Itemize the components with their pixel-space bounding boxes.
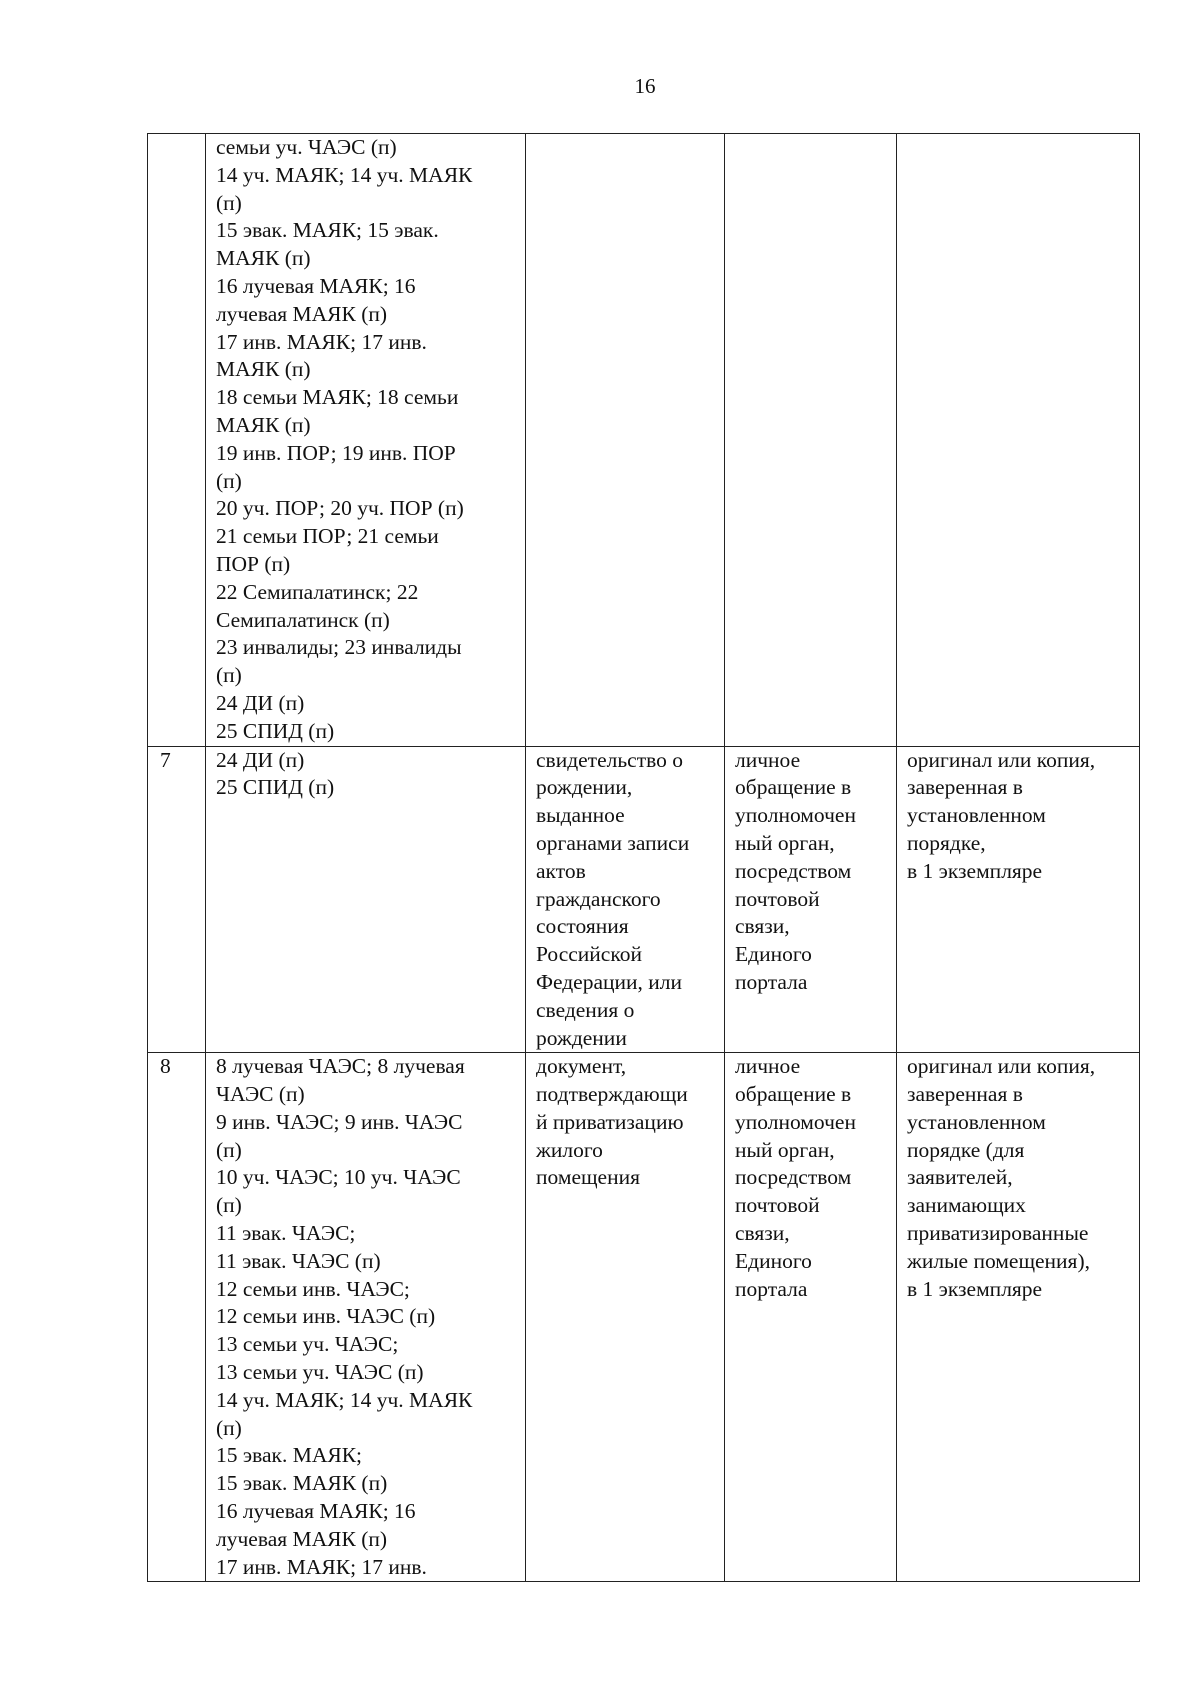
cell-text-line: 16 лучевая МАЯК; 16 xyxy=(216,273,416,298)
cell-text-line: 19 инв. ПОР; 19 инв. ПОР xyxy=(216,440,456,465)
cell-text-line: жилого xyxy=(536,1137,603,1162)
cell-text-line: 14 уч. МАЯК; 14 уч. МАЯК xyxy=(216,1387,473,1412)
cell-text-line: Федерации, или xyxy=(536,969,683,994)
cell-text-line: (п) xyxy=(216,663,242,688)
cell-text-line: 25 СПИД (п) xyxy=(216,775,335,800)
cell-text-line: 21 семьи ПОР; 21 семьи xyxy=(216,524,439,549)
cell-text-line: портала xyxy=(735,969,808,994)
row-number-cell xyxy=(148,1053,206,1582)
form-cell xyxy=(897,746,1140,1053)
cell-text-line: 11 эвак. ЧАЭС (п) xyxy=(216,1248,381,1273)
cell-text-line: (п) xyxy=(216,1415,242,1440)
cell-text-line: установленном xyxy=(907,1109,1046,1134)
cell-text-line: приватизированные xyxy=(907,1221,1089,1246)
table-row xyxy=(148,134,1140,747)
cell-text-line: актов xyxy=(536,858,586,883)
cell-text-line: 13 семьи уч. ЧАЭС; xyxy=(216,1332,399,1357)
cell-text-line: й приватизацию xyxy=(536,1109,684,1134)
cell-text-line: 14 уч. МАЯК; 14 уч. МАЯК xyxy=(216,162,473,187)
cell-text-line: выданное xyxy=(536,803,625,828)
cell-text-line: 25 СПИД (п) xyxy=(216,718,335,743)
cell-text-line: оригинал или копия, xyxy=(907,1054,1096,1079)
cell-text-line: документ, xyxy=(536,1054,627,1079)
cell-text-line: семьи уч. ЧАЭС (п) xyxy=(216,135,397,159)
row-number: 8 xyxy=(160,1054,171,1079)
cell-text-line: заверенная в xyxy=(907,775,1023,800)
cell-text-line: посредством xyxy=(735,1165,852,1190)
cell-text-line: почтовой xyxy=(735,886,820,911)
cell-text-line: 23 инвалиды; 23 инвалиды xyxy=(216,635,462,660)
cell-text-line: 11 эвак. ЧАЭС; xyxy=(216,1221,356,1246)
cell-text-line: 24 ДИ (п) xyxy=(216,690,305,715)
method-cell xyxy=(725,746,897,1053)
cell-text-line: 13 семьи уч. ЧАЭС (п) xyxy=(216,1360,424,1385)
method-cell xyxy=(725,134,897,747)
cell-text-line: в 1 экземпляре xyxy=(907,1276,1043,1301)
cell-text-line: свидетельство о xyxy=(536,747,683,772)
cell-text-line: уполномочен xyxy=(735,1109,856,1134)
cell-text-line: лучевая МАЯК (п) xyxy=(216,301,388,326)
table-row xyxy=(148,1053,1140,1582)
document-cell xyxy=(526,134,725,747)
cell-text-line: связи, xyxy=(735,914,790,939)
cell-text-line: Семипалатинск (п) xyxy=(216,607,390,632)
categories-cell xyxy=(206,1053,526,1582)
cell-text-line: рождении xyxy=(536,1025,627,1050)
cell-text-line: Единого xyxy=(735,1248,812,1273)
cell-text-line: 16 лучевая МАЯК; 16 xyxy=(216,1499,416,1524)
cell-text-line: 17 инв. МАЯК; 17 инв. xyxy=(216,329,427,354)
page-number: 16 xyxy=(634,74,656,98)
cell-text-line: порядке (для xyxy=(907,1137,1025,1162)
cell-text-line: 24 ДИ (п) xyxy=(216,747,305,772)
cell-text-line: ный орган, xyxy=(735,1137,835,1162)
cell-text-line: установленном xyxy=(907,803,1046,828)
cell-text-line: органами записи xyxy=(536,830,690,855)
row-number-cell xyxy=(148,134,206,747)
cell-text-line: личное xyxy=(735,747,801,772)
cell-text-line: занимающих xyxy=(907,1193,1026,1218)
cell-text-line: 22 Семипалатинск; 22 xyxy=(216,579,419,604)
cell-text-line: помещения xyxy=(536,1165,640,1190)
document-cell xyxy=(526,746,725,1053)
cell-text-line: оригинал или копия, xyxy=(907,747,1096,772)
cell-text-line: портала xyxy=(735,1276,808,1301)
categories-cell xyxy=(206,134,526,747)
cell-text-line: 17 инв. МАЯК; 17 инв. xyxy=(216,1554,427,1579)
cell-text-line: Российской xyxy=(536,942,642,967)
cell-text-line: 15 эвак. МАЯК (п) xyxy=(216,1471,388,1496)
cell-text-line: МАЯК (п) xyxy=(216,412,311,437)
row-number-cell xyxy=(148,746,206,1053)
cell-text-line: 12 семьи инв. ЧАЭС (п) xyxy=(216,1304,436,1329)
cell-text-line: состояния xyxy=(536,914,629,939)
row-number: 7 xyxy=(160,747,171,772)
cell-text-line: обращение в xyxy=(735,775,852,800)
documents-table xyxy=(147,133,1140,1582)
cell-text-line: заверенная в xyxy=(907,1082,1023,1107)
cell-text-line: жилые помещения), xyxy=(907,1248,1090,1273)
cell-text-line: заявителей, xyxy=(907,1165,1013,1190)
categories-cell xyxy=(206,746,526,1053)
cell-text-line: сведения о xyxy=(536,997,635,1022)
form-cell xyxy=(897,1053,1140,1582)
cell-text-line: 10 уч. ЧАЭС; 10 уч. ЧАЭС xyxy=(216,1165,461,1190)
cell-text-line: МАЯК (п) xyxy=(216,246,311,271)
cell-text-line: обращение в xyxy=(735,1082,852,1107)
cell-text-line: 20 уч. ПОР; 20 уч. ПОР (п) xyxy=(216,496,464,521)
table-body xyxy=(148,134,1140,1582)
cell-text-line: 9 инв. ЧАЭС; 9 инв. ЧАЭС xyxy=(216,1109,463,1134)
document-cell xyxy=(526,1053,725,1582)
cell-text-line: в 1 экземпляре xyxy=(907,858,1043,883)
cell-text-line: (п) xyxy=(216,190,242,215)
cell-text-line: личное xyxy=(735,1054,801,1079)
cell-text-line: 15 эвак. МАЯК; 15 эвак. xyxy=(216,218,439,243)
cell-text-line: связи, xyxy=(735,1221,790,1246)
cell-text-line: посредством xyxy=(735,858,852,883)
cell-text-line: 12 семьи инв. ЧАЭС; xyxy=(216,1276,410,1301)
cell-text-line: 18 семьи МАЯК; 18 семьи xyxy=(216,385,459,410)
cell-text-line: МАЯК (п) xyxy=(216,357,311,382)
form-cell xyxy=(897,134,1140,747)
cell-text-line: (п) xyxy=(216,1193,242,1218)
cell-text-line: порядке, xyxy=(907,830,986,855)
table-row xyxy=(148,746,1140,1053)
cell-text-line: ный орган, xyxy=(735,830,835,855)
cell-text-line: лучевая МАЯК (п) xyxy=(216,1526,388,1551)
cell-text-line: подтверждающи xyxy=(536,1082,688,1107)
cell-text-line: (п) xyxy=(216,1137,242,1162)
cell-text-line: ПОР (п) xyxy=(216,551,291,576)
cell-text-line: почтовой xyxy=(735,1193,820,1218)
method-cell xyxy=(725,1053,897,1582)
cell-text-line: рождении, xyxy=(536,775,633,800)
cell-text-line: уполномочен xyxy=(735,803,856,828)
cell-text-line: 8 лучевая ЧАЭС; 8 лучевая xyxy=(216,1054,465,1079)
cell-text-line: гражданского xyxy=(536,886,661,911)
cell-text-line: (п) xyxy=(216,468,242,493)
cell-text-line: 15 эвак. МАЯК; xyxy=(216,1443,363,1468)
cell-text-line: ЧАЭС (п) xyxy=(216,1082,305,1107)
cell-text-line: Единого xyxy=(735,942,812,967)
